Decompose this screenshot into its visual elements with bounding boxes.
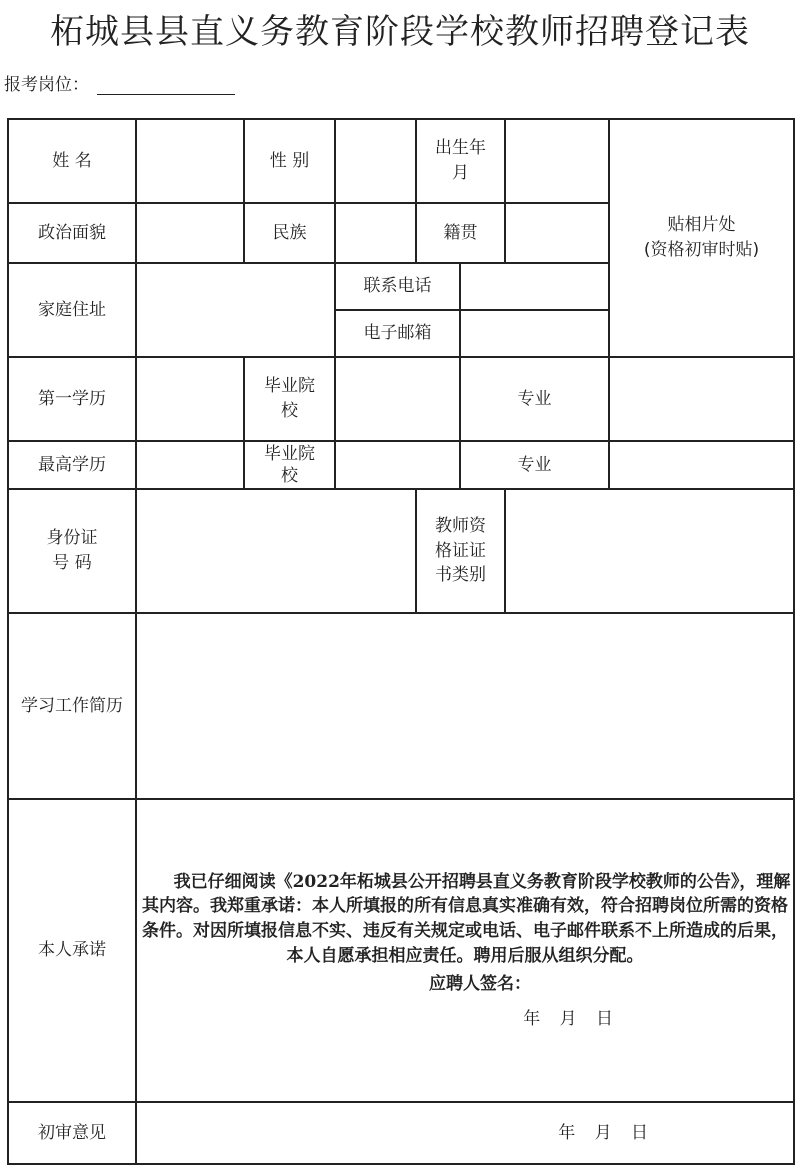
first-school-label-line1: 毕业院: [264, 376, 315, 397]
id-label: [8, 489, 136, 613]
post-row: [4, 70, 235, 95]
photo-label-line2: (资格初审时贴): [643, 240, 760, 260]
name-label: 姓 名: [8, 119, 136, 203]
highest-school-label: [244, 441, 335, 489]
name-field[interactable]: [136, 119, 244, 203]
review-date: 年 月 日: [558, 1122, 648, 1143]
native-label: 籍贯: [416, 203, 505, 263]
highest-school-label-line1: 毕业院: [264, 443, 315, 464]
first-school-label-line2: 校: [281, 401, 298, 421]
form-title: 柘城县县直义务教育阶段学校教师招聘登记表: [50, 12, 750, 52]
post-input-line[interactable]: [97, 76, 235, 95]
cert-label-line1: 教师资: [435, 516, 486, 537]
birth-label-line2: 月: [452, 163, 469, 183]
ethnicity-field[interactable]: [335, 203, 416, 263]
cert-label-line2: 格证证: [435, 540, 486, 561]
gender-label: 性 别: [244, 119, 335, 203]
highest-major-label: 专业: [460, 441, 609, 489]
cert-label-line3: 书类别: [435, 565, 486, 586]
email-label: 电子邮箱: [335, 310, 460, 357]
registration-table: [7, 118, 795, 1165]
email-field[interactable]: [460, 310, 609, 357]
highest-edu-field[interactable]: [136, 441, 244, 489]
id-field[interactable]: [136, 489, 416, 613]
photo-area[interactable]: [609, 119, 794, 357]
pledge-cell: [136, 799, 794, 1102]
pledge-text: 我已仔细阅读《2022年柘城县公开招聘县直义务教育阶段学校教师的公告》，理解其内容。我郑重承诺：本人所填报的所有信息真实准确有效，符合招聘岗位所需的资格条件。对因所填报信息不实、违反有关规定或电话、电子邮件联系不上所造成的后果，本人自愿承担相应责任。聘用后服从组织分配。: [142, 871, 791, 966]
review-field[interactable]: [136, 1102, 794, 1164]
first-school-field[interactable]: [335, 357, 460, 441]
first-major-field[interactable]: [609, 357, 794, 441]
birth-label: [416, 119, 505, 203]
cert-label: [416, 489, 505, 613]
ethnicity-label: 民族: [244, 203, 335, 263]
pledge-label: 本人承诺: [8, 799, 136, 1102]
highest-school-field[interactable]: [335, 441, 460, 489]
native-field[interactable]: [505, 203, 609, 263]
highest-school-label-line2: 校: [281, 466, 298, 486]
review-label: 初审意见: [8, 1102, 136, 1164]
resume-label: 学习工作简历: [8, 613, 136, 799]
pledge-date: 年 月 日: [523, 1008, 613, 1029]
cert-field[interactable]: [505, 489, 794, 613]
birth-field[interactable]: [505, 119, 609, 203]
first-edu-label: 第一学历: [8, 357, 136, 441]
id-label-line1: 身份证: [46, 528, 98, 549]
phone-label: 联系电话: [335, 263, 460, 310]
political-field[interactable]: [136, 203, 244, 263]
gender-field[interactable]: [335, 119, 416, 203]
first-school-label: [244, 357, 335, 441]
id-label-line2: 号 码: [52, 553, 92, 573]
highest-major-field[interactable]: [609, 441, 794, 489]
birth-label-line1: 出生年: [435, 138, 486, 159]
post-label: 报考岗位：: [4, 75, 89, 95]
signature-label[interactable]: 应聘人签名：: [429, 974, 531, 995]
first-edu-field[interactable]: [136, 357, 244, 441]
phone-field[interactable]: [460, 263, 609, 310]
highest-edu-label: 最高学历: [8, 441, 136, 489]
photo-label-line1: 贴相片处: [667, 215, 736, 236]
address-field[interactable]: [136, 263, 335, 357]
first-major-label: 专业: [460, 357, 609, 441]
address-label: 家庭住址: [8, 263, 136, 357]
political-label: 政治面貌: [8, 203, 136, 263]
resume-field[interactable]: [136, 613, 794, 799]
